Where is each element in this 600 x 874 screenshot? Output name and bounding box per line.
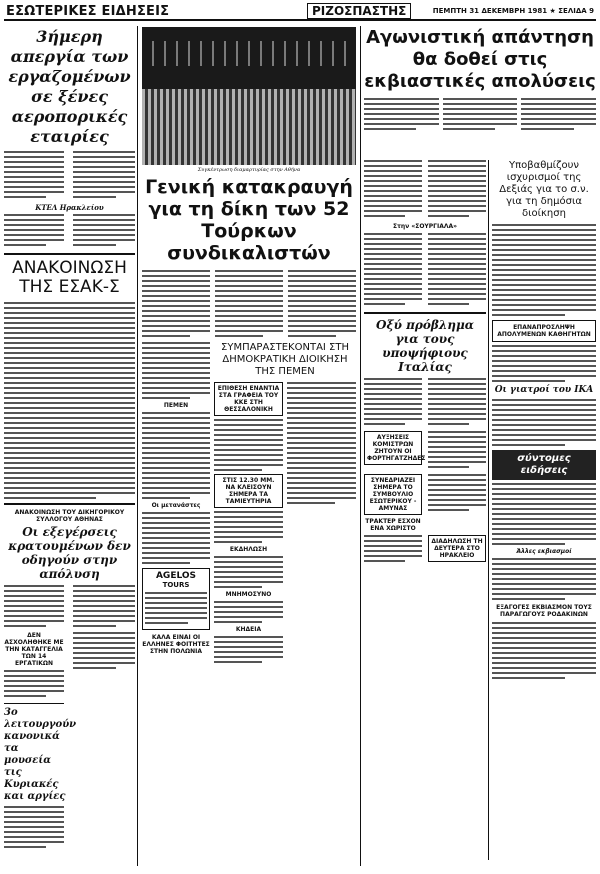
cretans-body [428,431,486,471]
italy-headline: Οξύ πρόβλημα για τους υποψήφιους Ιταλίας [376,318,474,374]
column-rule [488,160,489,860]
answer-body-3 [521,98,596,133]
memorial-body [214,601,283,623]
ministries-body [492,224,596,316]
section-title: ΕΣΩΤΕΡΙΚΕΣ ΕΙΔΗΣΕΙΣ [6,4,170,19]
strike-body-2 [73,151,135,201]
cretans-box [364,431,426,465]
middle-right-block [214,342,356,666]
students-headline: ΚΑΛΑ ΕΙΝΑΙ ΟΙ ΕΛΛΗΝΕΣ ΦΟΙΤΗΤΕΣ ΣΤΗΝ ΠΟΛΩΝΙΑ [142,634,210,655]
newspaper-name: ΡΙΖΟΣΠΑΣΤΗΣ [307,3,411,19]
event-body [214,556,283,588]
column-rule [360,26,361,866]
smaller-body [492,558,596,600]
museums-headline: 3ο λειτουργούν κανονικά τα μουσεία τις Κυριακές και αργίες [4,707,77,802]
museums-body [4,806,64,848]
strike-body [4,151,64,201]
strike-body-4 [73,214,135,249]
short-news-banner: σύντομες ειδήσεις [492,450,596,480]
short-news-body [492,483,596,545]
rhodes-headline: ΕΞΑΓΟΓΕΣ ΕΚΒΙΑΣΜΟΝ ΤΟΥΣ ΠΑΡΑΓΩΓΟΥΣ ΡΟΔΑΚΙΝΩΝ [496,604,592,618]
iraklio-box [428,535,486,562]
turks-body-2 [215,270,283,340]
iraklio-headline: ΔΙΑΔΗΛΩΣΗ ΤΗ ΔΕΥΤΕΡΑ ΣΤΟ ΗΡΑΚΛΕΙΟ [431,538,483,559]
pemen-label: ΠΕΜΕΝ [163,402,189,409]
stourgiala-subhead: Στην «ΣΟΥΡΓΙΑΛΑ» [392,223,458,230]
ad-subtitle: TOURS [162,581,190,589]
esak-headline: ΑΝΑΚΟΙΝΩΣΗ ΤΗΣ ΕΣΑΚ-Σ [12,258,127,297]
strike-subhead: ΚΤΕΛ Ηρακλείου [35,203,104,212]
lawyers-headline: Οι εξεγέρσεις κρατουμένων δεν οδηγούν στην απόλυση [8,525,131,581]
turks-body-4 [142,342,210,399]
turks-body-1 [142,270,210,340]
rhodes-body [492,622,596,679]
lawyers-body-4 [4,670,64,700]
italy-body-2 [428,378,486,428]
doctors-headline: Οι γιατροί του ΙΚΑ [494,385,594,395]
esak-body [4,302,135,499]
pemen-body [142,412,210,499]
council-headline: ΣΥΝΕΔΡΙΑΖΕΙ ΣΗΜΕΡΑ ΤΟ ΣΥΜΒΟΥΛΙΟ ΕΣΩΤΕΡΙΚΟΥ - ΑΜΥΝΑΣ [369,477,417,512]
strike-body-3 [4,214,64,249]
pemen-headline: ΣΥΜΠΑΡΑΣΤΕΚΟΝΤΑΙ ΣΤΗ ΔΗΜΟΚΡΑΤΙΚΗ ΔΙΟΙΚΗΣΗ ΤΗΣ ΠΕΜΕΝ [221,342,349,377]
event-headline: ΕΚΔΗΛΩΣΗ [229,546,268,553]
funeral-body [214,636,283,663]
memorial-headline: ΜΝΗΜΟΣΥΝΟ [225,591,272,598]
lawyers-kicker: ΑΝΑΚΟΙΝΩΣΗ ΤΟΥ ΔΙΚΗΓΟΡΙΚΟΥ ΣΥΛΛΟΓΟΥ ΑΘΗΝΑΣ [14,509,125,523]
members-headline: Οι μετανάστες [151,502,201,509]
answer-body-5 [428,160,486,220]
answer-body-2 [443,98,518,133]
lawyers-body-2 [73,585,135,630]
teachers-headline: ΕΠΑΝΑΠΡΟΣΛΗΨΗ ΑΠΟΛΥΜΕΝΩΝ ΚΑΘΗΓΗΤΩΝ [497,324,591,338]
members-body [142,512,210,564]
middle-sub-col-1 [214,382,283,666]
answer-body-7 [428,233,486,308]
agelos-ad [142,568,210,630]
strike-1230-box [214,474,283,508]
ad-title: AGELOS [155,571,197,581]
attack-headline: ΕΠΙΘΕΣΗ ΕΝΑΝΤΙΑ ΣΤΑ ΓΡΑΦΕΙΑ ΤΟΥ ΚΚΕ ΣΤΗ ΘΕΣΣΑΛΟΝΙΚΗ [217,385,280,413]
turks-body-3 [288,270,356,340]
council-box [364,474,422,515]
italy-body [364,378,422,428]
tractors-body [364,535,422,565]
lawyers-subhead: ΔΕΝ ΑΣΧΟΛΗΘΗΚΕ ΜΕ ΤΗΝ ΚΑΤΑΓΓΕΛΙΑ ΤΩΝ 14 ΕΡΓΑΤΙΚΩΝ [4,632,64,667]
answer-body-4 [364,160,422,220]
teachers-body [492,345,596,382]
pemen-body-2 [287,382,356,504]
answer-body-6 [364,233,422,308]
strike-1230-body [214,511,283,543]
rally-photo [142,27,356,165]
council-body [428,474,486,514]
turks-headline: Γενική κατακραυγή για τη δίκη των 52 Τούρκων συνδικαλιστών [145,176,353,264]
answer-headline: Αγωνιστική απάντηση θα δοθεί στις εκβιαστικές απολύσεις [364,27,596,92]
smaller-headline: Άλλες εκβιασμοί [516,548,572,555]
funeral-headline: ΚΗΔΕΙΑ [235,626,262,633]
attack-box [214,382,283,416]
left-column [4,27,135,867]
middle-column [142,176,356,866]
issue-date: ΠΕΜΠΤΗ 31 ΔΕΚΕΜΒΡΗ 1981 ★ ΣΕΛΙΔΑ 9 [432,7,594,15]
doctors-body [492,399,596,446]
ministries-headline: Υποβαθμίζουν ισχυρισμοί της Δεξιάς για το σ.ν. για τη δημόσια διοίκηση [499,160,589,219]
turks-continue [142,342,210,666]
right-column [492,160,596,866]
cretans-headline: ΑΥΞΗΣΕΙΣ ΚΟΜΙΣΤΡΩΝ ΖΗΤΟΥΝ ΟΙ ΦΟΡΤΗΓΑΤΖΗΔΕΣ [367,434,426,462]
column-rule [137,26,138,866]
teachers-box [492,320,596,342]
strike-1230-headline: ΣΤΙΣ 12.30 ΜΜ. ΝΑ ΚΛΕΙΣΟΥΝ ΣΗΜΕΡΑ ΤΑ ΤΑΜΙΕΥΤΗΡΙΑ [222,477,275,505]
middle-sub-col-2 [287,382,356,666]
masthead [4,3,596,21]
tractors-headline: ΤΡΑΚΤΕΡ ΕΣΧΟΝ ΕΝΑ ΧΩΡΙΣΤΟ [365,518,421,532]
photo-caption: Συγκέντρωση διαμαρτυρίας στην Αθήνα [197,167,301,173]
lawyers-body [4,585,64,630]
lawyers-body-3 [73,632,135,672]
right-left-column [364,160,486,866]
answer-body-1 [364,98,439,133]
attack-body [214,419,283,471]
strike-headline: 3ήμερη απεργία των εργαζομένων σε ξένες αεροπορικές εταιρίες [8,27,131,146]
answer-block [364,27,596,157]
ad-body [145,592,207,624]
